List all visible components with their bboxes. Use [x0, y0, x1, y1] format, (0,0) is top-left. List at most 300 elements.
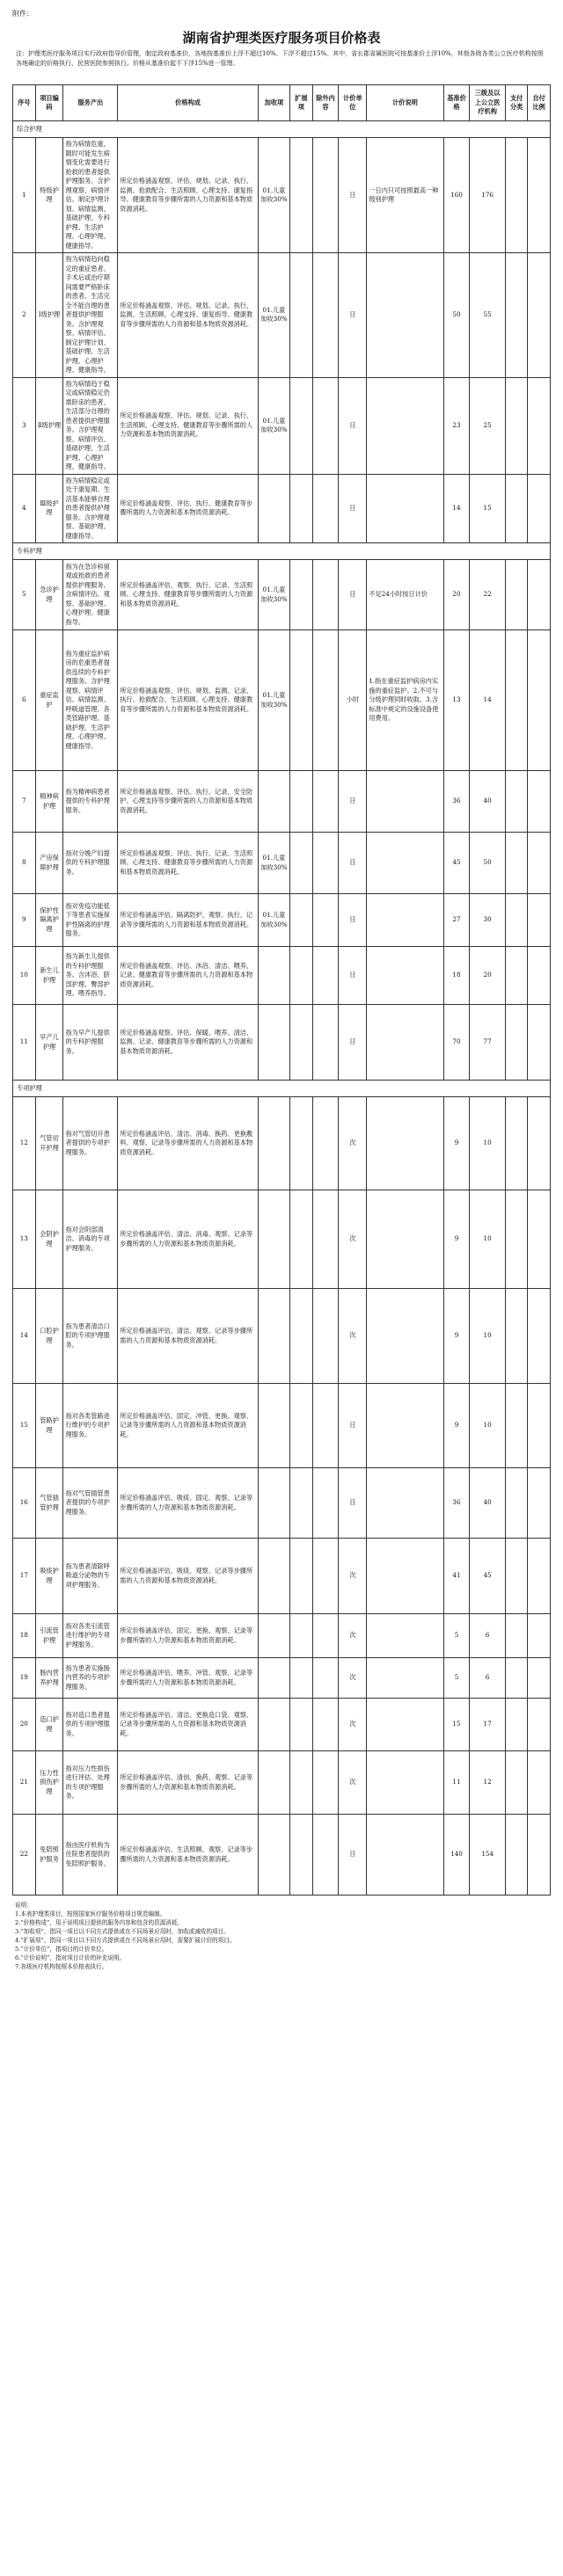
cell-pay	[505, 894, 528, 947]
cell-excl	[312, 894, 339, 947]
cell-unit: 小时	[339, 630, 367, 771]
cell-unit: 日	[339, 1815, 367, 1896]
cell-unit: 日	[339, 377, 367, 474]
cell-unit: 日	[339, 771, 367, 833]
cell-excl	[312, 1815, 339, 1896]
cell-unit: 次	[339, 1614, 367, 1658]
cell-self	[528, 1751, 551, 1815]
cell-excl	[312, 833, 339, 894]
cell-add	[258, 1614, 289, 1658]
col-header: 加收项	[258, 85, 289, 121]
cell-cost: 所定价格涵盖观察、评估、执行、记录、生活照顾、心理支持、健康教育等步骤所需的人力资源和基本物质资源消耗。	[118, 833, 259, 894]
col-header: 除外内容	[312, 85, 339, 121]
cell-no: 12	[13, 1097, 36, 1190]
table-row	[13, 1614, 551, 1658]
cell-name: 引流管护理	[35, 1614, 63, 1658]
cell-output: 指为患者清洁口腔的专项护理服务。	[63, 1289, 118, 1384]
cell-tier3: 20	[470, 947, 505, 1005]
cell-desc	[367, 1289, 443, 1384]
cell-tier3: 10	[470, 1190, 505, 1289]
cell-self	[528, 630, 551, 771]
cell-no: 19	[13, 1658, 36, 1699]
cell-price: 140	[443, 1815, 470, 1896]
cell-no: 15	[13, 1384, 36, 1468]
cell-excl	[312, 138, 339, 253]
cell-pay	[505, 1384, 528, 1468]
cell-price: 9	[443, 1190, 470, 1289]
cell-desc	[367, 1815, 443, 1896]
cell-pay	[505, 1097, 528, 1190]
cell-price: 27	[443, 894, 470, 947]
cell-ext	[290, 771, 313, 833]
price-table	[12, 84, 551, 1896]
cell-name: Ⅱ级护理	[35, 377, 63, 474]
cell-no: 21	[13, 1751, 36, 1815]
cell-output: 指由医疗机构为住院患者提供的免陪照护服务。	[63, 1815, 118, 1896]
cell-desc	[367, 253, 443, 378]
table-row	[13, 1005, 551, 1081]
cell-tier3: 55	[470, 253, 505, 378]
cell-output: 指为重症监护病房的危重患者提供连续的专科护理服务。含护理观察、病情评估、病情监测、呼吸道管理、各类管路护理、基础护理、生活护理、心理护理、健康指导。	[63, 630, 118, 771]
cell-output: 指对气管插管患者提供的专项护理服务。	[63, 1468, 118, 1539]
cell-desc	[367, 1468, 443, 1539]
attachment-label: 附件：	[12, 10, 33, 18]
cell-no: 11	[13, 1005, 36, 1081]
cell-unit: 日	[339, 1384, 367, 1468]
cell-desc	[367, 894, 443, 947]
cell-tier3: 6	[470, 1614, 505, 1658]
cell-name: 压力性损伤护理	[35, 1751, 63, 1815]
cell-excl	[312, 560, 339, 630]
cell-ext	[290, 1097, 313, 1190]
cell-self	[528, 1097, 551, 1190]
cell-output: 指对各类引流管进行维护的专项护理服务。	[63, 1614, 118, 1658]
cell-add: 01.儿童加收30%	[258, 894, 289, 947]
cell-name: 气管插管护理	[35, 1468, 63, 1539]
cell-cost: 所定价格涵盖观察、评估、规划、监测、记录、执行、抢救配合、生活照顾、心理支持、健康教育等步骤所需的人力资源和基本物质资源消耗。	[118, 630, 259, 771]
cell-excl	[312, 771, 339, 833]
cell-no: 18	[13, 1614, 36, 1658]
cell-name: 保护性隔离护理	[35, 894, 63, 947]
cell-tier3: 77	[470, 1005, 505, 1081]
cell-pay	[505, 771, 528, 833]
cell-price: 9	[443, 1384, 470, 1468]
cell-no: 5	[13, 560, 36, 630]
cell-name: 早产儿护理	[35, 1005, 63, 1081]
cell-output: 指为病情稳定或处于康复期、生活基本能够自理的患者提供护理服务。含护理观察、基础护理、健康指导。	[63, 474, 118, 543]
col-header: 服务产出	[63, 85, 118, 121]
cell-ext	[290, 1699, 313, 1751]
cell-ext	[290, 1658, 313, 1699]
cell-desc: 不足24小时按日计价	[367, 560, 443, 630]
cell-unit: 日	[339, 474, 367, 543]
cell-price: 20	[443, 560, 470, 630]
cell-excl	[312, 1539, 339, 1614]
cell-cost: 所定价格涵盖评估、清洁、消毒、观察、记录等步骤所需的人力资源和基本物质资源消耗。	[118, 1190, 259, 1289]
table-row	[13, 630, 551, 771]
cell-price: 160	[443, 138, 470, 253]
cell-cost: 所定价格涵盖评估、清创、换药、观察、记录等步骤所需的人力资源和基本物质资源消耗。	[118, 1751, 259, 1815]
cell-ext	[290, 630, 313, 771]
cell-price: 9	[443, 1097, 470, 1190]
cell-no: 13	[13, 1190, 36, 1289]
cell-add	[258, 1815, 289, 1896]
footer-line: 5.“计价单位”，指项目的计价单位。	[15, 1946, 108, 1953]
cell-price: 70	[443, 1005, 470, 1081]
table-row	[13, 1815, 551, 1896]
cell-self	[528, 1539, 551, 1614]
cell-ext	[290, 377, 313, 474]
cell-pay	[505, 1658, 528, 1699]
cell-cost: 所定价格涵盖评估、隔离防护、观察、执行、记录等步骤所需的人力资源和基本物质资源消耗。	[118, 894, 259, 947]
cell-output: 指为在急诊科留观或抢救的患者提供护理服务。含病情评估、观察、基础护理、心理护理、健康指导。	[63, 560, 118, 630]
cell-self	[528, 1289, 551, 1384]
cell-unit: 次	[339, 1289, 367, 1384]
cell-self	[528, 138, 551, 253]
cell-self	[528, 833, 551, 894]
cell-unit: 日	[339, 833, 367, 894]
cell-ext	[290, 833, 313, 894]
cell-no: 16	[13, 1468, 36, 1539]
table-row	[13, 1289, 551, 1384]
cell-unit: 次	[339, 1699, 367, 1751]
cell-ext	[290, 1289, 313, 1384]
cell-unit: 日	[339, 947, 367, 1005]
cell-add	[258, 1384, 289, 1468]
cell-pay	[505, 377, 528, 474]
cell-excl	[312, 377, 339, 474]
table-row	[13, 1699, 551, 1751]
cell-price: 41	[443, 1539, 470, 1614]
cell-cost: 所定价格涵盖评估、固定、冲管、更换、观察、记录等步骤所需的人力资源和基本物质资源消耗。	[118, 1384, 259, 1468]
cell-unit: 日	[339, 1005, 367, 1081]
cell-name: 造口护理	[35, 1699, 63, 1751]
cell-name: 产房保障护理	[35, 833, 63, 894]
cell-name: 肠内营养护理	[35, 1658, 63, 1699]
cell-tier3: 17	[470, 1699, 505, 1751]
cell-pay	[505, 253, 528, 378]
section-general-row	[13, 121, 551, 138]
cell-price: 36	[443, 1468, 470, 1539]
cell-cost: 所定价格涵盖观察、评估、规划、记录、执行、监测、抢救配合、生活照顾、心理支持、康复指导、健康教育等步骤所需的人力资源和基本物质资源消耗。	[118, 138, 259, 253]
cell-pay	[505, 1190, 528, 1289]
cell-desc	[367, 1658, 443, 1699]
cell-excl	[312, 1699, 339, 1751]
cell-name: 急诊护理	[35, 560, 63, 630]
table-row	[13, 894, 551, 947]
cell-self	[528, 894, 551, 947]
cell-unit: 日	[339, 1468, 367, 1539]
cell-price: 15	[443, 1699, 470, 1751]
cell-no: 4	[13, 474, 36, 543]
cell-name: 口腔护理	[35, 1289, 63, 1384]
section-label: 专科护理	[13, 543, 551, 560]
cell-add: 01.儿童加收30%	[258, 833, 289, 894]
cell-cost: 所定价格涵盖评估、清洁、消毒、换药、更换敷料、观察、记录等步骤所需的人力资源和基本物质资源消耗。	[118, 1097, 259, 1190]
cell-add: 01.儿童加收30%	[258, 138, 289, 253]
cell-tier3: 25	[470, 377, 505, 474]
cell-price: 23	[443, 377, 470, 474]
cell-tier3: 10	[470, 1384, 505, 1468]
col-header: 项目编码	[35, 85, 63, 121]
cell-add	[258, 1190, 289, 1289]
cell-name: 重症监护	[35, 630, 63, 771]
cell-tier3: 40	[470, 1468, 505, 1539]
cell-ext	[290, 138, 313, 253]
table-row	[13, 560, 551, 630]
cell-cost: 所定价格涵盖评估、清洁、观察、记录等步骤所需的人力资源和基本物质资源消耗。	[118, 1289, 259, 1384]
cell-excl	[312, 1005, 339, 1081]
cell-cost: 所定价格涵盖评估、生活照顾、观察、记录等步骤所需的人力资源和基本物质资源消耗。	[118, 1815, 259, 1896]
table-row	[13, 1384, 551, 1468]
cell-add	[258, 1699, 289, 1751]
cell-unit: 日	[339, 894, 367, 947]
cell-output: 指为早产儿提供的专科护理服务。	[63, 1005, 118, 1081]
cell-cost: 所定价格涵盖评估、清洁、更换造口袋、观察、记录等步骤所需的人力资源和基本物质资源消耗。	[118, 1699, 259, 1751]
cell-cost: 所定价格涵盖观察、评估、保暖、喂养、清洁、监测、记录、健康教育等步骤所需的人力资源和基本物质资源消耗。	[118, 1005, 259, 1081]
cell-no: 2	[13, 253, 36, 378]
cell-ext	[290, 1384, 313, 1468]
cell-cost: 所定价格涵盖评估、吸痰、固定、观察、记录等步骤所需的人力资源和基本物质资源消耗。	[118, 1468, 259, 1539]
cell-tier3: 22	[470, 560, 505, 630]
cell-name: 特级护理	[35, 138, 63, 253]
cell-tier3: 45	[470, 1539, 505, 1614]
section-label: 综合护理	[13, 121, 551, 138]
cell-ext	[290, 1005, 313, 1081]
col-header: 三级及以上公立医疗机构	[470, 85, 505, 121]
cell-desc	[367, 1097, 443, 1190]
col-header: 自付比例	[528, 85, 551, 121]
cell-price: 50	[443, 253, 470, 378]
table-row	[13, 833, 551, 894]
cell-tier3: 30	[470, 894, 505, 947]
cell-add	[258, 1289, 289, 1384]
cell-unit: 日	[339, 560, 367, 630]
cell-pay	[505, 1289, 528, 1384]
cell-unit: 日	[339, 138, 367, 253]
cell-excl	[312, 1190, 339, 1289]
cell-pay	[505, 833, 528, 894]
cell-tier3: 10	[470, 1289, 505, 1384]
cell-no: 22	[13, 1815, 36, 1896]
cell-tier3: 6	[470, 1658, 505, 1699]
cell-ext	[290, 1539, 313, 1614]
cell-no: 14	[13, 1289, 36, 1384]
cell-excl	[312, 630, 339, 771]
cell-pay	[505, 1815, 528, 1896]
cell-add: 01.儿童加收30%	[258, 630, 289, 771]
cell-no: 10	[13, 947, 36, 1005]
footer-notes	[12, 1896, 551, 1971]
cell-ext	[290, 947, 313, 1005]
cell-add	[258, 1539, 289, 1614]
cell-pay	[505, 630, 528, 771]
cell-name: 新生儿护理	[35, 947, 63, 1005]
cell-self	[528, 1190, 551, 1289]
cell-output: 指为病情趋向稳定的重症患者、手术后或治疗期间需要严格卧床的患者、生活完全不能自理的患者提供护理服务。含护理观察、病情评估、制定护理计划、基础护理、生活护理、心理护理、健康指导。	[63, 253, 118, 378]
cell-desc	[367, 1751, 443, 1815]
table-header-row	[13, 85, 551, 121]
col-header: 支付分类	[505, 85, 528, 121]
cell-self	[528, 1005, 551, 1081]
table-row	[13, 1658, 551, 1699]
cell-self	[528, 771, 551, 833]
cell-output: 指对压力性损伤进行评估、处理的专项护理服务。	[63, 1751, 118, 1815]
cell-pay	[505, 1539, 528, 1614]
cell-unit: 日	[339, 253, 367, 378]
cell-excl	[312, 1468, 339, 1539]
cell-name: 气管切开护理	[35, 1097, 63, 1190]
cell-pay	[505, 474, 528, 543]
cell-tier3: 10	[470, 1097, 505, 1190]
cell-add	[258, 1751, 289, 1815]
table-row	[13, 474, 551, 543]
cell-price: 5	[443, 1614, 470, 1658]
cell-ext	[290, 1190, 313, 1289]
cell-pay	[505, 947, 528, 1005]
cell-pay	[505, 1614, 528, 1658]
cell-add	[258, 771, 289, 833]
cell-cost: 所定价格涵盖观察、评估、执行、记录、安全防护、心理支持等步骤所需的人力资源和基本物质资源消耗。	[118, 771, 259, 833]
cell-no: 8	[13, 833, 36, 894]
table-row	[13, 947, 551, 1005]
cell-desc	[367, 833, 443, 894]
table-row	[13, 138, 551, 253]
cell-cost: 所定价格涵盖评估、观察、执行、记录、生活照顾、心理支持、健康教育等步骤所需的人力资源和基本物质资源消耗。	[118, 560, 259, 630]
cell-self	[528, 377, 551, 474]
cell-cost: 所定价格涵盖评估、固定、更换、观察、记录等步骤所需的人力资源和基本物质资源消耗。	[118, 1614, 259, 1658]
cell-cost: 所定价格涵盖评估、吸痰、观察、记录等步骤所需的人力资源和基本物质资源消耗。	[118, 1539, 259, 1614]
cell-no: 3	[13, 377, 36, 474]
cell-unit: 次	[339, 1539, 367, 1614]
cell-add: 01.儿童加收30%	[258, 253, 289, 378]
page-title: 湖南省护理类医疗服务项目价格表	[182, 30, 381, 46]
cell-add	[258, 947, 289, 1005]
table-row	[13, 1539, 551, 1614]
cell-tier3: 12	[470, 1751, 505, 1815]
cell-name: 吸痰护理	[35, 1539, 63, 1614]
cell-desc	[367, 1005, 443, 1081]
cell-output: 指为精神病患者提供的专科护理服务。	[63, 771, 118, 833]
footer-line: 1.本表护理类项目，按照国家医疗服务价格项目规范编制。	[15, 1910, 166, 1917]
col-header: 计价说明	[367, 85, 443, 121]
cell-self	[528, 253, 551, 378]
cell-ext	[290, 894, 313, 947]
cell-add: 01.儿童加收30%	[258, 560, 289, 630]
cell-excl	[312, 1751, 339, 1815]
cell-desc	[367, 1699, 443, 1751]
cell-cost: 所定价格涵盖观察、评估、规划、记录、执行、生活照顾、心理支持、健康教育等步骤所需的人力资源和基本物质资源消耗。	[118, 377, 259, 474]
cell-name: Ⅰ级护理	[35, 253, 63, 378]
cell-desc	[367, 1614, 443, 1658]
cell-price: 13	[443, 630, 470, 771]
cell-cost: 所定价格涵盖评估、喂养、冲管、观察、记录等步骤所需的人力资源和基本物质资源消耗。	[118, 1658, 259, 1699]
cell-no: 20	[13, 1699, 36, 1751]
cell-self	[528, 947, 551, 1005]
cell-output: 指对气管切开患者提供的专项护理服务。	[63, 1097, 118, 1190]
cell-unit: 次	[339, 1097, 367, 1190]
cell-no: 1	[13, 138, 36, 253]
col-header: 价格构成	[118, 85, 259, 121]
cell-ext	[290, 560, 313, 630]
table-row	[13, 1468, 551, 1539]
cell-price: 11	[443, 1751, 470, 1815]
cell-cost: 所定价格涵盖观察、评估、规划、记录、执行、监测、生活照顾、心理支持、康复指导、健康教育等步骤所需的人力资源和基本物质资源消耗。	[118, 253, 259, 378]
cell-tier3: 176	[470, 138, 505, 253]
cell-name: 免陪照护服务	[35, 1815, 63, 1896]
cell-name: 精神病护理	[35, 771, 63, 833]
cell-ext	[290, 1614, 313, 1658]
col-header: 扩展项	[290, 85, 313, 121]
cell-excl	[312, 1614, 339, 1658]
cell-self	[528, 1468, 551, 1539]
col-header: 序号	[13, 85, 36, 121]
footer-line: 3.“加收项”，指同一项目以不同方式提供或在不同场景应用时，加收或减收的项目。	[15, 1928, 230, 1935]
cell-output: 指对各类管路进行维护的专项护理服务。	[63, 1384, 118, 1468]
cell-desc	[367, 1539, 443, 1614]
cell-excl	[312, 1097, 339, 1190]
cell-desc: 1.指在重症监护病房内实施的重症监护。2.不可与分级护理同时收取。3.含标准中规定的设施设备使用费用。	[367, 630, 443, 771]
cell-tier3: 14	[470, 630, 505, 771]
cell-desc	[367, 947, 443, 1005]
cell-add	[258, 1658, 289, 1699]
cell-excl	[312, 1384, 339, 1468]
footer-line: 4.“扩展项”，指同一项目以不同方式提供或在不同场景应用时，需要扩展计价的项目。	[15, 1937, 236, 1944]
cell-add: 01.儿童加收30%	[258, 377, 289, 474]
col-header: 计价单位	[339, 85, 367, 121]
cell-pay	[505, 560, 528, 630]
cell-price: 9	[443, 1289, 470, 1384]
cell-output: 指对免疫功能低下等患者实施保护性隔离的护理服务。	[63, 894, 118, 947]
cell-output: 指为患者清除呼吸道分泌物的专项护理服务。	[63, 1539, 118, 1614]
cell-no: 17	[13, 1539, 36, 1614]
cell-tier3: 50	[470, 833, 505, 894]
col-header: 基准价格	[443, 85, 470, 121]
cell-name: Ⅲ级护理	[35, 474, 63, 543]
table-row	[13, 1097, 551, 1190]
cell-desc	[367, 474, 443, 543]
document-page	[12, 0, 551, 1971]
cell-ext	[290, 474, 313, 543]
cell-price: 14	[443, 474, 470, 543]
cell-tier3: 154	[470, 1815, 505, 1896]
cell-add	[258, 1468, 289, 1539]
cell-desc	[367, 1190, 443, 1289]
cell-price: 5	[443, 1658, 470, 1699]
header-note: 注：护理类医疗服务项目实行政府指导价管理，制定政府基准价，各地按基准价上浮不超过10%、下浮不超过15%。其中，省长郡省属医院可按基准价上浮10%，其他各级各类公立医疗机构按照各地确定的价格执行，民营医院参照执行。价格从基准价起不下浮15%进一管理。	[16, 50, 544, 67]
cell-excl	[312, 1289, 339, 1384]
cell-self	[528, 1699, 551, 1751]
cell-output: 指为新生儿提供的专科护理服务。含沐浴、脐部护理、臀部护理、喂养指导。	[63, 947, 118, 1005]
cell-self	[528, 560, 551, 630]
table-row	[13, 253, 551, 378]
cell-desc	[367, 1384, 443, 1468]
cell-pay	[505, 1699, 528, 1751]
cell-output: 指对会阴部清洁、消毒的专项护理服务。	[63, 1190, 118, 1289]
cell-name: 会阴护理	[35, 1190, 63, 1289]
cell-cost: 所定价格涵盖观察、评估、执行、健康教育等步骤所需的人力资源和基本物质资源消耗。	[118, 474, 259, 543]
table-row	[13, 1751, 551, 1815]
footer-line: 2.“价格构成”，用于说明项目提供的服务内容和包含的资源消耗。	[15, 1919, 184, 1926]
cell-ext	[290, 1815, 313, 1896]
cell-unit: 次	[339, 1190, 367, 1289]
cell-excl	[312, 947, 339, 1005]
cell-ext	[290, 1751, 313, 1815]
cell-excl	[312, 474, 339, 543]
cell-output: 指对分娩产妇提供的专科护理服务。	[63, 833, 118, 894]
cell-desc	[367, 771, 443, 833]
cell-output: 指为病情趋于稳定或病情稳定仍需卧床的患者、生活部分自理的患者提供护理服务。含护理观察、病情评估、基础护理、生活护理、心理护理、健康指导。	[63, 377, 118, 474]
